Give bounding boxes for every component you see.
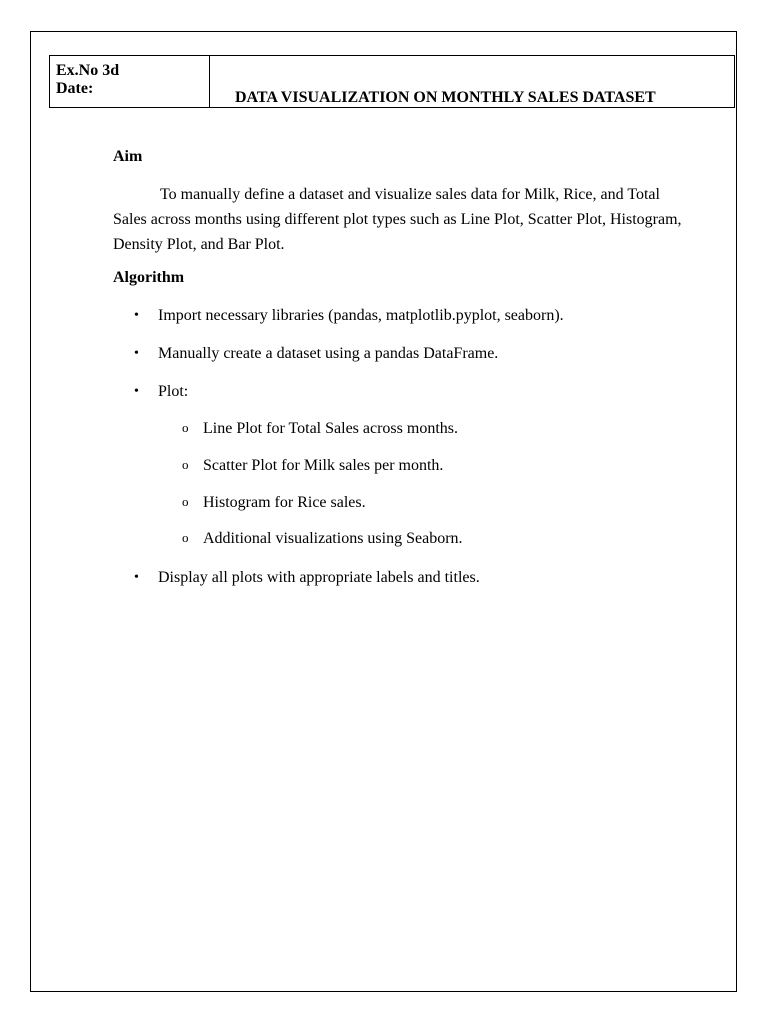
exercise-number: Ex.No 3d bbox=[56, 62, 120, 79]
plot-substep bbox=[182, 494, 366, 512]
step-text: Display all plots with appropriate labels and titles. bbox=[158, 569, 480, 586]
aim-paragraph: To manually define a dataset and visualize sales data for Milk, Rice, and Total Sales across months using different plot types such as Line Plot, Scatter Plot, Histogram, Density Plot, and Bar Plot. bbox=[113, 186, 682, 253]
plot-substep bbox=[182, 530, 463, 548]
substep-text: Additional visualizations using Seaborn. bbox=[203, 530, 463, 547]
substep-text: Histogram for Rice sales. bbox=[203, 494, 366, 511]
aim-heading: Aim bbox=[113, 148, 143, 165]
sub-bullet-marker: o bbox=[182, 494, 189, 509]
plot-substep bbox=[182, 457, 444, 475]
bullet-marker: • bbox=[134, 346, 139, 361]
algorithm-step bbox=[134, 569, 480, 587]
sub-bullet-marker: o bbox=[182, 530, 189, 545]
sub-bullet-marker: o bbox=[182, 457, 189, 472]
substep-text: Scatter Plot for Milk sales per month. bbox=[203, 457, 444, 474]
algorithm-step bbox=[134, 307, 564, 325]
page-border bbox=[30, 31, 737, 992]
bullet-marker: • bbox=[134, 308, 139, 323]
step-text: Import necessary libraries (pandas, matplotlib.pyplot, seaborn). bbox=[158, 307, 564, 324]
date-label: Date: bbox=[56, 80, 94, 97]
sub-bullet-marker: o bbox=[182, 420, 189, 435]
document-title: DATA VISUALIZATION ON MONTHLY SALES DATASET bbox=[235, 89, 656, 106]
step-text: Manually create a dataset using a pandas DataFrame. bbox=[158, 345, 499, 362]
bullet-marker: • bbox=[134, 384, 139, 399]
algorithm-step bbox=[134, 345, 499, 363]
header-left-cell bbox=[50, 56, 210, 107]
step-text: Plot: bbox=[158, 383, 189, 400]
algorithm-heading: Algorithm bbox=[113, 269, 185, 286]
substep-text: Line Plot for Total Sales across months. bbox=[203, 420, 458, 437]
algorithm-step bbox=[134, 383, 189, 401]
plot-substep bbox=[182, 420, 458, 438]
bullet-marker: • bbox=[134, 570, 139, 585]
header-table bbox=[49, 55, 735, 108]
header-right-cell bbox=[210, 56, 734, 107]
